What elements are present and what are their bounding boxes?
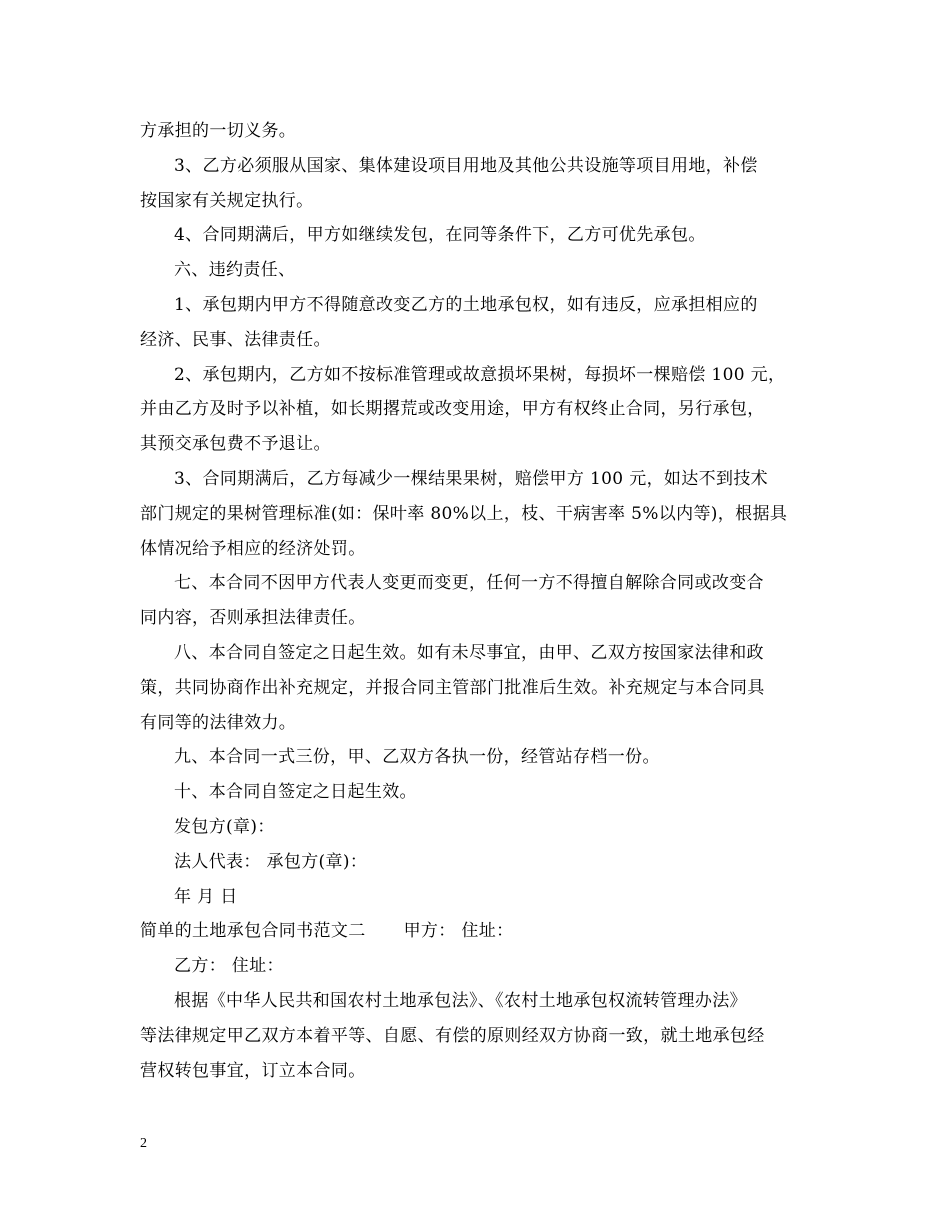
paragraph-line: 按国家有关规定执行。 [140, 190, 314, 211]
party-a-address: 甲方： 住址： [403, 921, 514, 942]
paragraph-line: 1、承包期内甲方不得随意改变乙方的土地承包权，如有违反，应承担相应的 [174, 294, 758, 315]
paragraph-line: 同内容，否则承担法律责任。 [140, 608, 366, 629]
paragraph-line: 2、承包期内，乙方如不按标准管理或故意损坏果树，每损坏一棵赔偿 100 元， [174, 364, 786, 385]
date-line: 年 月 日 [174, 886, 238, 907]
paragraph-line: 经济、民事、法律责任。 [140, 329, 331, 350]
section-heading: 六、违约责任、 [174, 260, 296, 281]
paragraph-line: 体情况给予相应的经济处罚。 [140, 538, 366, 559]
document-body [140, 114, 820, 1088]
paragraph-line: 七、本合同不因甲方代表人变更而变更，任何一方不得擅自解除合同或改变合 [174, 573, 764, 594]
paragraph-line: 八、本合同自签定之日起生效。如有未尽事宜，由甲、乙双方按国家法律和政 [174, 642, 764, 663]
paragraph-line: 其预交承包费不予退让。 [140, 434, 331, 455]
paragraph-line: 等法律规定甲乙双方本着平等、自愿、有偿的原则经双方协商一致，就土地承包经 [140, 1025, 765, 1046]
paragraph-line: 4、合同期满后，甲方如继续发包，在同等条件下，乙方可优先承包。 [174, 225, 706, 246]
paragraph-line: 3、乙方必须服从国家、集体建设项目用地及其他公共设施等项目用地，补偿 [174, 155, 758, 176]
signature-line: 法人代表： 承包方(章)： [174, 851, 368, 872]
paragraph-line: 十、本合同自签定之日起生效。 [174, 782, 417, 803]
second-document-title: 简单的土地承包合同书范文二 [140, 921, 366, 942]
paragraph-line: 并由乙方及时予以补植，如长期撂荒或改变用途，甲方有权终止合同，另行承包， [140, 399, 765, 420]
paragraph-line: 方承担的一切义务。 [140, 121, 297, 141]
second-document-heading-line [140, 914, 820, 949]
paragraph-line: 有同等的法律效力。 [140, 712, 297, 733]
paragraph-line: 九、本合同一式三份，甲、乙双方各执一份，经管站存档一份。 [174, 747, 660, 768]
party-b-address: 乙方： 住址： [174, 956, 284, 977]
paragraph-line: 策，共同协商作出补充规定，并报合同主管部门批准后生效。补充规定与本合同具 [140, 677, 765, 698]
paragraph-line: 营权转包事宜，订立本合同。 [140, 1060, 366, 1081]
paragraph-line: 部门规定的果树管理标准(如：保叶率 80%以上，枝、干病害率 5%以内等)，根据具 [140, 503, 788, 524]
signature-line: 发包方(章)： [174, 816, 275, 837]
paragraph-line: 根据《中华人民共和国农村土地承包法》、《农村土地承包权流转管理办法》 [174, 990, 747, 1011]
page-number: 2 [140, 1136, 147, 1151]
paragraph-line: 3、合同期满后，乙方每减少一棵结果果树，赔偿甲方 100 元，如达不到技术 [174, 468, 769, 489]
